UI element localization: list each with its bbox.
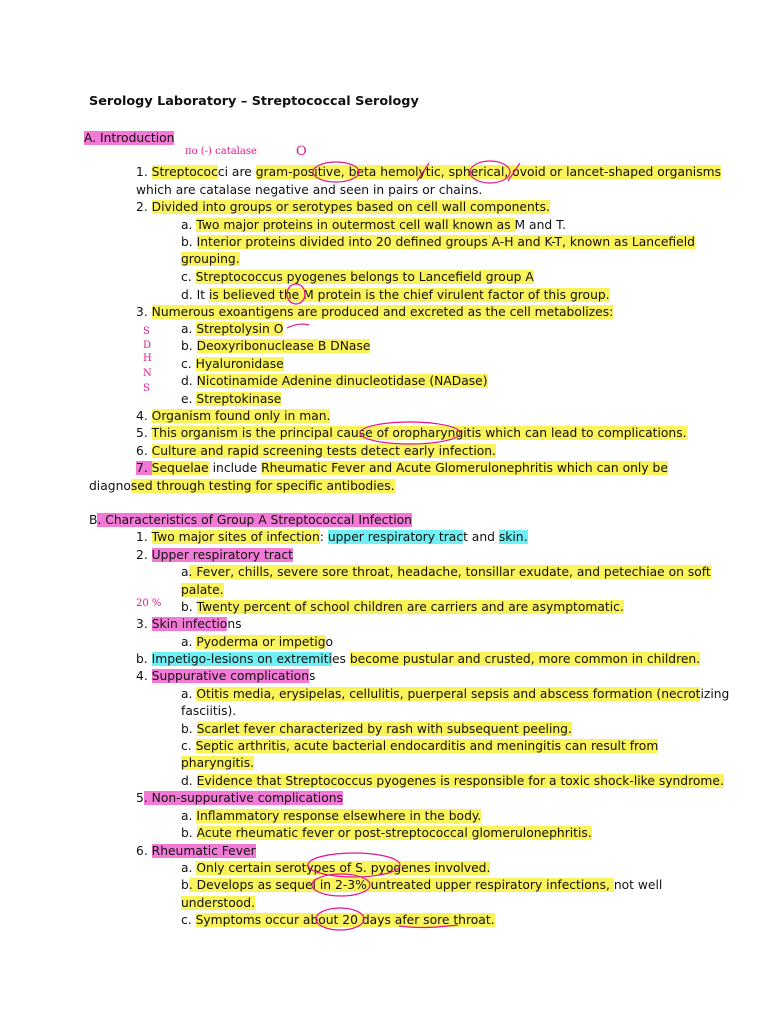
document-line — [136, 616, 242, 632]
text-segment: e. — [181, 392, 197, 406]
highlighted-text: Divided into groups or serotypes based on cell wall components. — [151, 200, 550, 214]
highlighted-text: Otitis media, erysipelas, cellulitis, puerperal sepsis and abscess formation (necrot — [196, 687, 701, 701]
highlighted-text: . Develops as sequel in 2-3% untreated upper respiratory infections, — [188, 878, 614, 892]
document-line — [181, 808, 481, 824]
text-segment: c. — [181, 913, 196, 927]
document-line — [181, 738, 658, 754]
highlighted-text: Inflammatory response elsewhere in the body. — [196, 809, 482, 823]
highlighted-text: sed through testing for specific antibodies. — [130, 479, 395, 493]
highlighted-text: palate. — [181, 583, 224, 597]
document-line — [181, 356, 284, 372]
mnemonic-letter: S — [143, 326, 150, 337]
document-line — [181, 912, 495, 928]
document-line — [136, 443, 496, 459]
highlighted-text: Sequelae — [151, 461, 209, 475]
document-line — [181, 234, 695, 250]
highlighted-text: Symptoms occur about 20 days afer sore throat. — [195, 913, 495, 927]
highlighted-text: Two major proteins in outermost cell wall known as — [196, 218, 515, 232]
highlighted-text: become pustular and crusted, more common in children. — [349, 652, 701, 666]
text-segment: b. — [181, 339, 197, 353]
mnemonic-letter: S — [143, 383, 150, 394]
text-segment: 4. — [136, 669, 152, 683]
document-line — [181, 721, 572, 737]
document-line — [136, 460, 668, 476]
highlighted-text: 7. — [136, 461, 152, 475]
mnemonic-letter: H — [143, 353, 152, 364]
text-segment: : — [319, 530, 328, 544]
section-heading-introduction: A. Introduction — [84, 131, 175, 145]
text-segment: not well — [613, 878, 663, 892]
highlighted-text: Streptococ — [151, 165, 218, 179]
document-line — [136, 199, 550, 215]
highlighted-text: Only certain serotypes of S. pyogenes involved. — [196, 861, 491, 875]
document-line — [136, 408, 330, 424]
document-line — [181, 321, 283, 337]
document-line — [136, 304, 613, 320]
highlighted-text: understood. — [181, 896, 256, 910]
document-line — [136, 182, 482, 198]
text-segment: c. — [181, 739, 196, 753]
text-segment: b — [181, 878, 189, 892]
document-line — [89, 512, 412, 528]
text-segment: es — [331, 652, 350, 666]
text-segment: 2. — [136, 548, 152, 562]
document-line — [181, 287, 610, 303]
highlighted-text: Pyoderma or impetig — [196, 635, 326, 649]
mnemonic-letter: D — [143, 340, 152, 351]
highlighted-text: Deoxyribonuclease B DNase — [196, 339, 371, 353]
highlighted-text: This organism is the principal cause of oropharyngitis which can lead to complications. — [151, 426, 687, 440]
highlighted-text: Numerous exoantigens are produced and excreted as the cell metabolizes: — [151, 305, 614, 319]
document-line — [181, 217, 566, 233]
highlighted-text: Rheumatic Fever — [151, 844, 256, 858]
text-segment: d. — [181, 774, 197, 788]
text-segment: b. — [181, 722, 197, 736]
highlighted-text: Nicotinamide Adenine dinucleotidase (NADase) — [196, 374, 488, 388]
text-segment: 5 — [136, 791, 144, 805]
document-line — [136, 651, 700, 667]
text-segment: c. — [181, 270, 196, 284]
highlighted-text: is believed the M protein is the chief virulent factor of this group. — [208, 288, 610, 302]
highlighted-text: Twenty percent of school children are carriers and are asymptomatic. — [196, 600, 624, 614]
text-segment: M and T. — [514, 218, 567, 232]
text-segment: d. It — [181, 288, 209, 302]
handwritten-o-mark: O — [296, 144, 307, 159]
highlighted-text: . Characteristics of Group A Streptococcal Infection — [97, 513, 412, 527]
text-segment: a. — [181, 635, 197, 649]
text-segment: a. — [181, 687, 197, 701]
text-segment: 6. — [136, 444, 152, 458]
document-line — [136, 843, 256, 859]
document-line — [136, 668, 315, 684]
underline-mark — [287, 324, 309, 328]
text-segment: which are catalase negative and seen in pairs or chains. — [136, 183, 483, 197]
handwritten-percent-note: 20 % — [136, 598, 162, 609]
highlighted-text: Scarlet fever characterized by rash with subsequent peeling. — [196, 722, 572, 736]
text-segment: a — [181, 565, 189, 579]
highlighted-text: Evidence that Streptococcus pyogenes is responsible for a toxic shock-like syndrome. — [196, 774, 724, 788]
document-line — [136, 425, 687, 441]
text-segment: 4. — [136, 409, 152, 423]
document-line — [181, 703, 236, 719]
highlighted-text: Streptokinase — [196, 392, 282, 406]
highlighted-text: gram-positive, beta hemolytic, spherical, ovoid or lancet-shaped organisms — [255, 165, 721, 179]
text-segment: 1. — [136, 530, 152, 544]
highlighted-text: skin. — [498, 530, 528, 544]
text-segment: b. — [181, 826, 197, 840]
text-segment: 6. — [136, 844, 152, 858]
text-segment: 3. — [136, 617, 152, 631]
text-segment: ns — [227, 617, 242, 631]
text-segment: 3. — [136, 305, 152, 319]
document-line — [181, 755, 254, 771]
highlighted-text: Acute rheumatic fever or post-streptococcal glomerulonephritis. — [196, 826, 592, 840]
highlighted-text: Skin infectio — [151, 617, 228, 631]
text-segment: b. — [181, 600, 197, 614]
document-line — [181, 634, 333, 650]
document-line — [181, 582, 224, 598]
document-line — [181, 391, 281, 407]
document-line — [136, 529, 528, 545]
highlighted-text: Hyaluronidase — [195, 357, 284, 371]
document-line — [136, 790, 343, 806]
highlighted-text: Interior proteins divided into 20 defined groups A-H and K-T, known as Lancefield — [196, 235, 695, 249]
text-segment: 5. — [136, 426, 152, 440]
text-segment: 1. — [136, 165, 152, 179]
text-segment: d. — [181, 374, 197, 388]
document-line — [89, 478, 395, 494]
highlighted-text: Suppurative complication — [151, 669, 309, 683]
document-line — [136, 164, 721, 180]
text-segment: b. — [136, 652, 152, 666]
highlighted-text: grouping. — [181, 252, 240, 266]
highlighted-text: Septic arthritis, acute bacterial endocarditis and meningitis can result from — [195, 739, 659, 753]
text-segment: a. — [181, 322, 197, 336]
highlighted-text: . Non-suppurative complications — [143, 791, 343, 805]
page-title: Serology Laboratory – Streptococcal Serology — [89, 94, 419, 109]
highlighted-text: upper respiratory trac — [327, 530, 464, 544]
document-line — [181, 564, 711, 580]
document-line — [181, 686, 729, 702]
text-segment: s — [309, 669, 316, 683]
highlighted-text: Impetigo-lesions on extremiti — [151, 652, 332, 666]
highlighted-text: Two major sites of infection — [151, 530, 320, 544]
highlighted-text: Rheumatic Fever and Acute Glomerulonephritis which can only be — [261, 461, 668, 475]
text-segment: t and — [463, 530, 499, 544]
text-segment: a. — [181, 218, 197, 232]
text-segment: fasciitis). — [181, 704, 237, 718]
mnemonic-letter: N — [143, 368, 152, 379]
text-segment: c. — [181, 357, 196, 371]
document-line — [181, 860, 490, 876]
text-segment: 2. — [136, 200, 152, 214]
document-line — [181, 251, 240, 267]
text-segment: a. — [181, 861, 197, 875]
document-line — [181, 338, 370, 354]
text-segment: a. — [181, 809, 197, 823]
highlighted-text: Streptococcus pyogenes belongs to Lancefield group A — [195, 270, 534, 284]
document-line — [181, 877, 662, 893]
text-segment: b. — [181, 235, 197, 249]
document-line — [181, 825, 592, 841]
text-segment: include — [208, 461, 262, 475]
document-line — [181, 773, 724, 789]
document-line — [181, 599, 624, 615]
highlighted-text: pharyngitis. — [181, 756, 255, 770]
document-line — [136, 547, 293, 563]
highlighted-text: Organism found only in man. — [151, 409, 331, 423]
highlighted-text: Culture and rapid screening tests detect early infection. — [151, 444, 496, 458]
text-segment: izing — [700, 687, 730, 701]
text-segment: o — [325, 635, 334, 649]
document-line — [181, 269, 534, 285]
text-segment: ci are — [217, 165, 256, 179]
highlighted-text: . Fever, chills, severe sore throat, headache, tonsillar exudate, and petechiae on soft — [188, 565, 711, 579]
text-segment: diagno — [89, 479, 131, 493]
document-line — [181, 373, 488, 389]
text-segment: B — [89, 513, 98, 527]
highlighted-text: Streptolysin O — [196, 322, 284, 336]
highlighted-text: Upper respiratory tract — [151, 548, 293, 562]
handwritten-catalase-note: πο (-) catalase — [185, 146, 257, 157]
document-line — [181, 895, 255, 911]
